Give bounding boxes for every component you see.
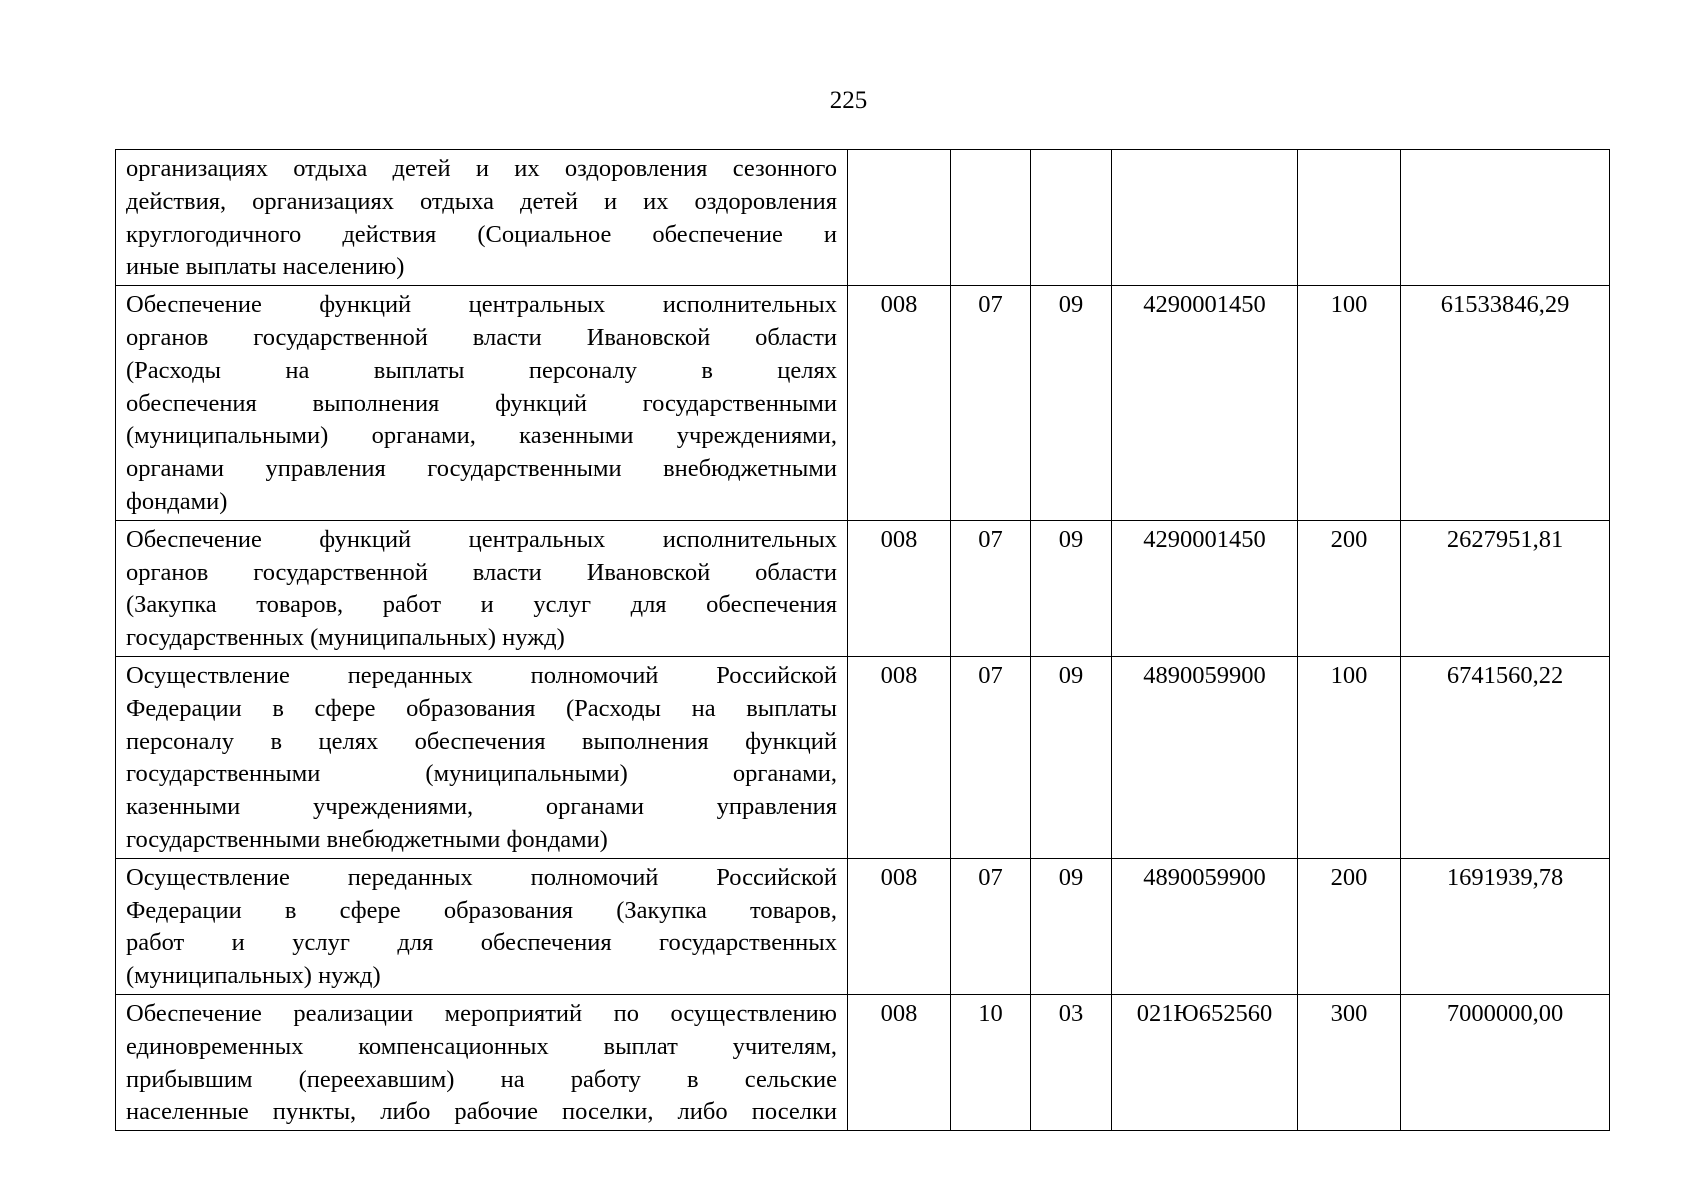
expense-type-code-cell — [1298, 150, 1401, 286]
expense-type-code-cell: 200 — [1298, 520, 1401, 656]
description-line: персоналу в целях обеспечения выполнения функций — [126, 727, 837, 755]
subsection-code-cell: 09 — [1031, 286, 1112, 521]
amount-cell: 2627951,81 — [1401, 520, 1610, 656]
table-row — [116, 858, 1610, 994]
expense-type-code-cell: 200 — [1298, 858, 1401, 994]
description-line: Обеспечение функций центральных исполнительных — [126, 525, 837, 553]
subsection-code-cell: 09 — [1031, 656, 1112, 858]
description-line: фондами) — [126, 487, 228, 515]
section-code-cell: 07 — [951, 520, 1031, 656]
description-line: иные выплаты населению) — [126, 253, 405, 281]
expense-description-cell — [116, 286, 848, 521]
ministry-code-cell: 008 — [848, 286, 951, 521]
description-line: государственными (муниципальными) органами, — [126, 760, 837, 788]
table-body — [116, 150, 1610, 1131]
expense-description-cell — [116, 994, 848, 1130]
target-article-code-cell: 4290001450 — [1112, 520, 1298, 656]
target-article-code-cell — [1112, 150, 1298, 286]
expense-description-cell — [116, 150, 848, 286]
description-line: Федерации в сфере образования (Закупка товаров, — [126, 896, 837, 924]
section-code-cell: 07 — [951, 656, 1031, 858]
amount-cell: 7000000,00 — [1401, 994, 1610, 1130]
description-line: (Закупка товаров, работ и услуг для обеспечения — [126, 591, 837, 619]
description-line: организациях отдыха детей и их оздоровления сезонного — [126, 155, 837, 182]
description-line: Федерации в сфере образования (Расходы на выплаты — [126, 694, 837, 722]
description-line: единовременных компенсационных выплат учителям, — [126, 1032, 837, 1060]
ministry-code-cell: 008 — [848, 520, 951, 656]
table-row — [116, 656, 1610, 858]
description-line: действия, организациях отдыха детей и их оздоровления — [126, 187, 837, 215]
expense-description-cell — [116, 520, 848, 656]
description-line: органами управления государственными внебюджетными — [126, 455, 837, 483]
description-line: Осуществление переданных полномочий Российской — [126, 661, 837, 689]
description-line: (муниципальными) органами, казенными учреждениями, — [126, 422, 837, 450]
table-row — [116, 150, 1610, 286]
amount-cell — [1401, 150, 1610, 286]
description-line: органов государственной власти Ивановской области — [126, 323, 837, 351]
expense-description-cell — [116, 858, 848, 994]
expense-description-cell — [116, 656, 848, 858]
description-line: органов государственной власти Ивановской области — [126, 558, 837, 586]
ministry-code-cell: 008 — [848, 858, 951, 994]
description-line: прибывшим (переехавшим) на работу в сельские — [126, 1065, 837, 1093]
budget-table — [115, 149, 1610, 1131]
description-line: государственных (муниципальных) нужд) — [126, 624, 565, 652]
description-line: обеспечения выполнения функций государственными — [126, 389, 837, 417]
amount-cell: 1691939,78 — [1401, 858, 1610, 994]
expense-type-code-cell: 100 — [1298, 656, 1401, 858]
subsection-code-cell: 09 — [1031, 858, 1112, 994]
target-article-code-cell: 4290001450 — [1112, 286, 1298, 521]
description-line: Обеспечение реализации мероприятий по осуществлению — [126, 999, 837, 1027]
target-article-code-cell: 021Ю652560 — [1112, 994, 1298, 1130]
ministry-code-cell: 008 — [848, 656, 951, 858]
amount-cell: 6741560,22 — [1401, 656, 1610, 858]
ministry-code-cell: 008 — [848, 994, 951, 1130]
target-article-code-cell: 4890059900 — [1112, 656, 1298, 858]
description-line: населенные пункты, либо рабочие поселки, либо поселки — [126, 1098, 837, 1126]
amount-cell: 61533846,29 — [1401, 286, 1610, 521]
section-code-cell: 10 — [951, 994, 1031, 1130]
section-code-cell: 07 — [951, 286, 1031, 521]
section-code-cell: 07 — [951, 858, 1031, 994]
table-row — [116, 994, 1610, 1130]
description-line: (Расходы на выплаты персоналу в целях — [126, 356, 837, 384]
description-line: работ и услуг для обеспечения государственных — [126, 929, 837, 957]
expense-type-code-cell: 100 — [1298, 286, 1401, 521]
table-row — [116, 286, 1610, 521]
description-line: казенными учреждениями, органами управления — [126, 793, 837, 821]
ministry-code-cell — [848, 150, 951, 286]
subsection-code-cell: 03 — [1031, 994, 1112, 1130]
target-article-code-cell: 4890059900 — [1112, 858, 1298, 994]
subsection-code-cell: 09 — [1031, 520, 1112, 656]
section-code-cell — [951, 150, 1031, 286]
description-line: государственными внебюджетными фондами) — [126, 825, 608, 853]
table-row — [116, 520, 1610, 656]
subsection-code-cell — [1031, 150, 1112, 286]
page-number: 225 — [829, 87, 868, 114]
description-line: круглогодичного действия (Социальное обеспечение и — [126, 220, 837, 248]
description-line: (муниципальных) нужд) — [126, 962, 381, 990]
expense-type-code-cell: 300 — [1298, 994, 1401, 1130]
description-line: Обеспечение функций центральных исполнительных — [126, 291, 837, 319]
description-line: Осуществление переданных полномочий Российской — [126, 863, 837, 891]
